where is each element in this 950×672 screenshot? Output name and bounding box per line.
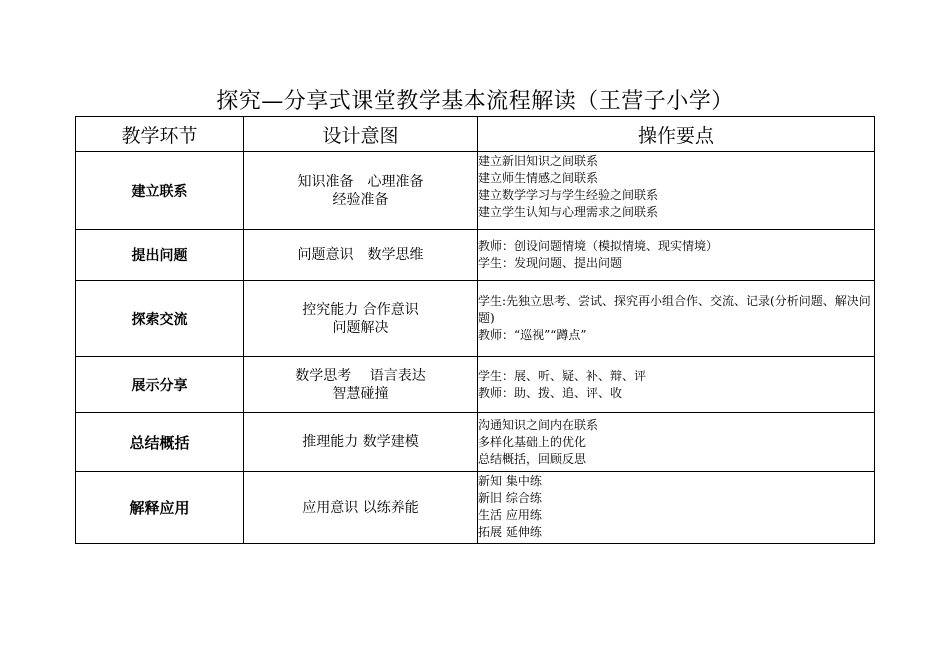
points-cell (478, 357, 875, 413)
point-line: 建立学生认知与心理需求之间联系 (478, 205, 659, 219)
design-cell (244, 472, 478, 544)
design-line: 应用意识 以练养能 (302, 499, 419, 516)
stage-cell: 解释应用 (76, 472, 244, 544)
table-header-row (76, 117, 875, 152)
table-row (76, 357, 875, 413)
header-key-points: 操作要点 (478, 117, 875, 152)
table-row (76, 152, 875, 230)
points-cell (478, 152, 875, 230)
design-line: 推理能力 数学建模 (302, 434, 419, 450)
document-title: 探究—分享式课堂教学基本流程解读（王营子小学） (216, 89, 734, 114)
table-row (76, 413, 875, 472)
stage-cell: 提出问题 (76, 230, 244, 281)
table-row (76, 472, 875, 544)
design-cell (244, 230, 478, 281)
design-line: 经验准备 (332, 191, 389, 208)
header-design-intent: 设计意图 (244, 117, 478, 152)
design-cell (244, 413, 478, 472)
point-line: 建立师生情感之间联系 (478, 171, 599, 185)
design-line: 知识准备 心理准备 (297, 173, 424, 190)
design-cell (244, 281, 478, 357)
point-line: 学生：发现问题、提出问题 (478, 256, 623, 270)
point-line: 总结概括，回顾反思 (478, 451, 587, 466)
stage-cell: 探索交流 (76, 281, 244, 357)
point-line: 生活 应用练 (478, 508, 542, 522)
table-row (76, 230, 875, 281)
stage-cell: 建立联系 (76, 152, 244, 230)
design-cell (244, 357, 478, 413)
teaching-flow-table (75, 116, 875, 544)
point-line: 多样化基础上的优化 (478, 434, 587, 449)
stage-cell: 展示分享 (76, 357, 244, 413)
design-line: 问题解决 (332, 319, 389, 336)
design-line: 问题意识 数学思维 (297, 247, 424, 263)
point-line: 新知 集中练 (478, 474, 542, 488)
point-line: 教师：创设问题情境（模拟情境、现实情境） (478, 239, 719, 253)
design-line: 控究能力 合作意识 (302, 301, 419, 318)
points-cell (478, 472, 875, 544)
point-line: 学生:先独立思考、尝试、探究再小组合作、交流、记录(分析问题、解决问题) (478, 294, 871, 325)
points-cell (478, 230, 875, 281)
design-line: 智慧碰撞 (332, 385, 389, 402)
point-line: 建立新旧知识之间联系 (478, 154, 599, 168)
point-line: 学生：展、听、疑、补、辩、评 (478, 368, 647, 383)
points-cell (478, 281, 875, 357)
point-line: 教师：“巡视”“蹲点” (478, 328, 587, 342)
design-cell (244, 152, 478, 230)
point-line: 建立数学学习与学生经验之间联系 (478, 188, 659, 202)
table-row (76, 281, 875, 357)
point-line: 拓展 延伸练 (478, 525, 542, 539)
stage-cell: 总结概括 (76, 413, 244, 472)
point-line: 沟通知识之间内在联系 (478, 417, 599, 432)
point-line: 教师：助、拨、追、评、收 (478, 385, 623, 400)
design-line: 数学思考 语言表达 (295, 367, 426, 384)
point-line: 新旧 综合练 (478, 491, 542, 505)
points-cell (478, 413, 875, 472)
header-stage: 教学环节 (76, 117, 244, 152)
